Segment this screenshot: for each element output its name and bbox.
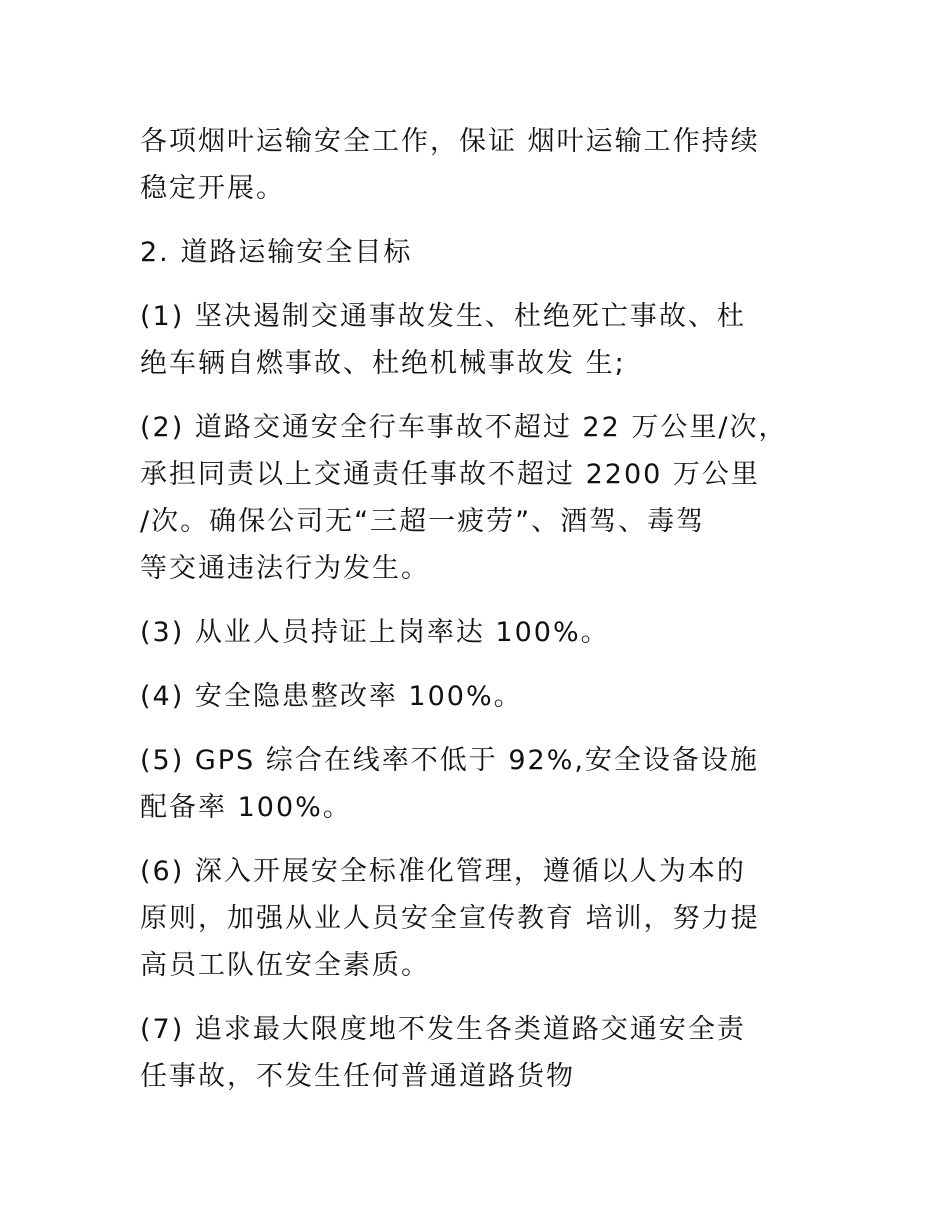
list-item-7 bbox=[140, 1006, 830, 1100]
text-line: (6) 深入开展安全标准化管理，遵循以人为本的 bbox=[140, 856, 746, 887]
text-line: 绝车辆自燃事故、杜绝机械事故发 生; bbox=[140, 348, 626, 379]
text-line: 稳定开展。 bbox=[140, 173, 285, 204]
text-line: 任事故，不发生任何普通道路货物 bbox=[140, 1061, 575, 1092]
section-heading bbox=[140, 229, 830, 276]
heading-text: 2. 道路运输安全目标 bbox=[140, 237, 413, 268]
text-line: 各项烟叶运输安全工作，保证 烟叶运输工作持续 bbox=[140, 126, 760, 157]
text-line: 配备率 100%。 bbox=[140, 792, 352, 823]
list-item-3 bbox=[140, 609, 830, 656]
text-line: (4) 安全隐患整改率 100%。 bbox=[140, 681, 523, 712]
text-line: 高员工队伍安全素质。 bbox=[140, 950, 430, 981]
text-line: (1) 坚决遏制交通事故发生、杜绝死亡事故、杜 bbox=[140, 301, 746, 332]
paragraph-intro bbox=[140, 118, 830, 212]
text-line: 承担同责以上交通责任事故不超过 2200 万公里 bbox=[140, 459, 760, 490]
list-item-4 bbox=[140, 673, 830, 720]
text-line: 原则，加强从业人员安全宣传教育 培训，努力提 bbox=[140, 903, 760, 934]
text-line: (5) GPS 综合在线率不低于 92%,安全设备设施 bbox=[140, 745, 759, 776]
text-line: (2) 道路交通安全行车事故不超过 22 万公里/次， bbox=[140, 412, 788, 443]
list-item-5 bbox=[140, 737, 830, 831]
text-line: (7) 追求最大限度地不发生各类道路交通安全责 bbox=[140, 1014, 746, 1045]
document-body bbox=[140, 118, 830, 1117]
text-line: (3) 从业人员持证上岗率达 100%。 bbox=[140, 617, 610, 648]
list-item-1 bbox=[140, 293, 830, 387]
list-item-6 bbox=[140, 848, 830, 989]
text-line: /次。确保公司无“三超一疲劳”、酒驾、毒驾 bbox=[140, 506, 706, 537]
list-item-2 bbox=[140, 404, 830, 592]
text-line: 等交通违法行为发生。 bbox=[140, 553, 430, 584]
